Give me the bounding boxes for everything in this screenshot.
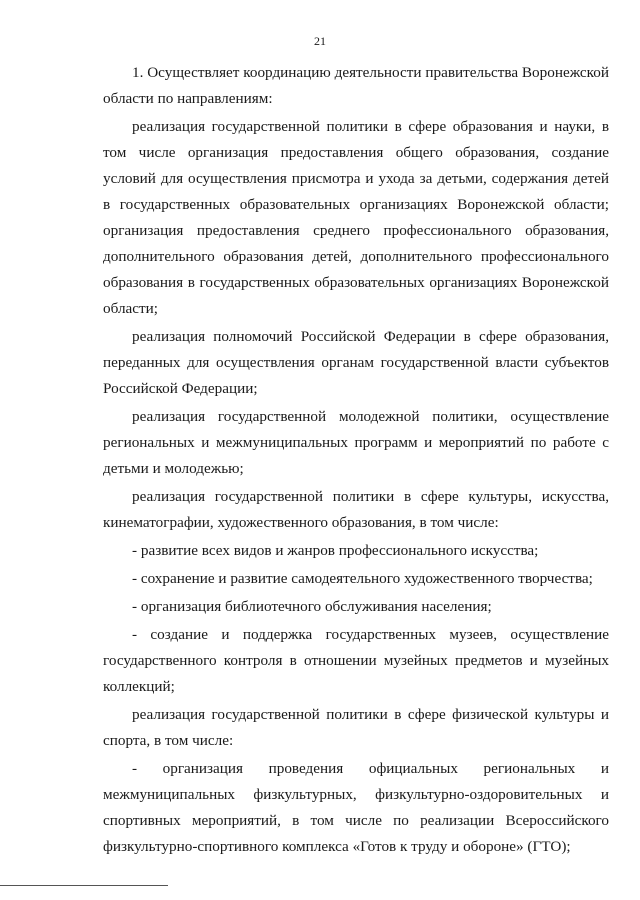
list-item-library-service: - организация библиотечного обслуживания населения; [132, 598, 492, 615]
paragraph-culture-policy: реализация государственной политики в сфере культуры, искусства, кинематографии, художественного образования, в том числе: [103, 488, 609, 531]
list-item-sport-events: - организация проведения официальных региональных и межмуниципальных физкультурных, физкультурно-оздоровительных и спортивных мероприятий, в том числе по реализации Всероссийского физкультурно-спортивного комплекса «Готов к труду и обороне» (ГТО); [103, 760, 609, 855]
footer-divider [0, 885, 168, 886]
paragraph-sport-policy: реализация государственной политики в сфере физической культуры и спорта, в том числе: [103, 706, 609, 749]
page-number: 21 [314, 34, 326, 48]
paragraph-coordination-intro: 1. Осуществляет координацию деятельности правительства Воронежской области по направлениям: [103, 64, 609, 107]
paragraph-federal-powers: реализация полномочий Российской Федерации в сфере образования, переданных для осуществления органам государственной власти субъектов Российской Федерации; [103, 328, 609, 397]
paragraph-education-policy: реализация государственной политики в сфере образования и науки, в том числе организация предоставления общего образования, создание условий для осуществления присмотра и ухода за детьми, содержания детей в государственных образовательных организациях Воронежской области; организация предоставления среднего профессионального образования, дополнительного образования детей, дополнительного профессионального образования в государственных образовательных организациях Воронежской области; [103, 118, 609, 317]
list-item-amateur-art: - сохранение и развитие самодеятельного художественного творчества; [132, 570, 593, 587]
list-item-professional-art: - развитие всех видов и жанров профессионального искусства; [132, 542, 539, 559]
paragraph-youth-policy: реализация государственной молодежной политики, осуществление региональных и межмуниципальных программ и мероприятий по работе с детьми и молодежью; [103, 408, 609, 477]
document-body [103, 60, 609, 860]
list-item-museums: - создание и поддержка государственных музеев, осуществление государственного контроля в отношении музейных предметов и музейных коллекций; [103, 626, 609, 695]
